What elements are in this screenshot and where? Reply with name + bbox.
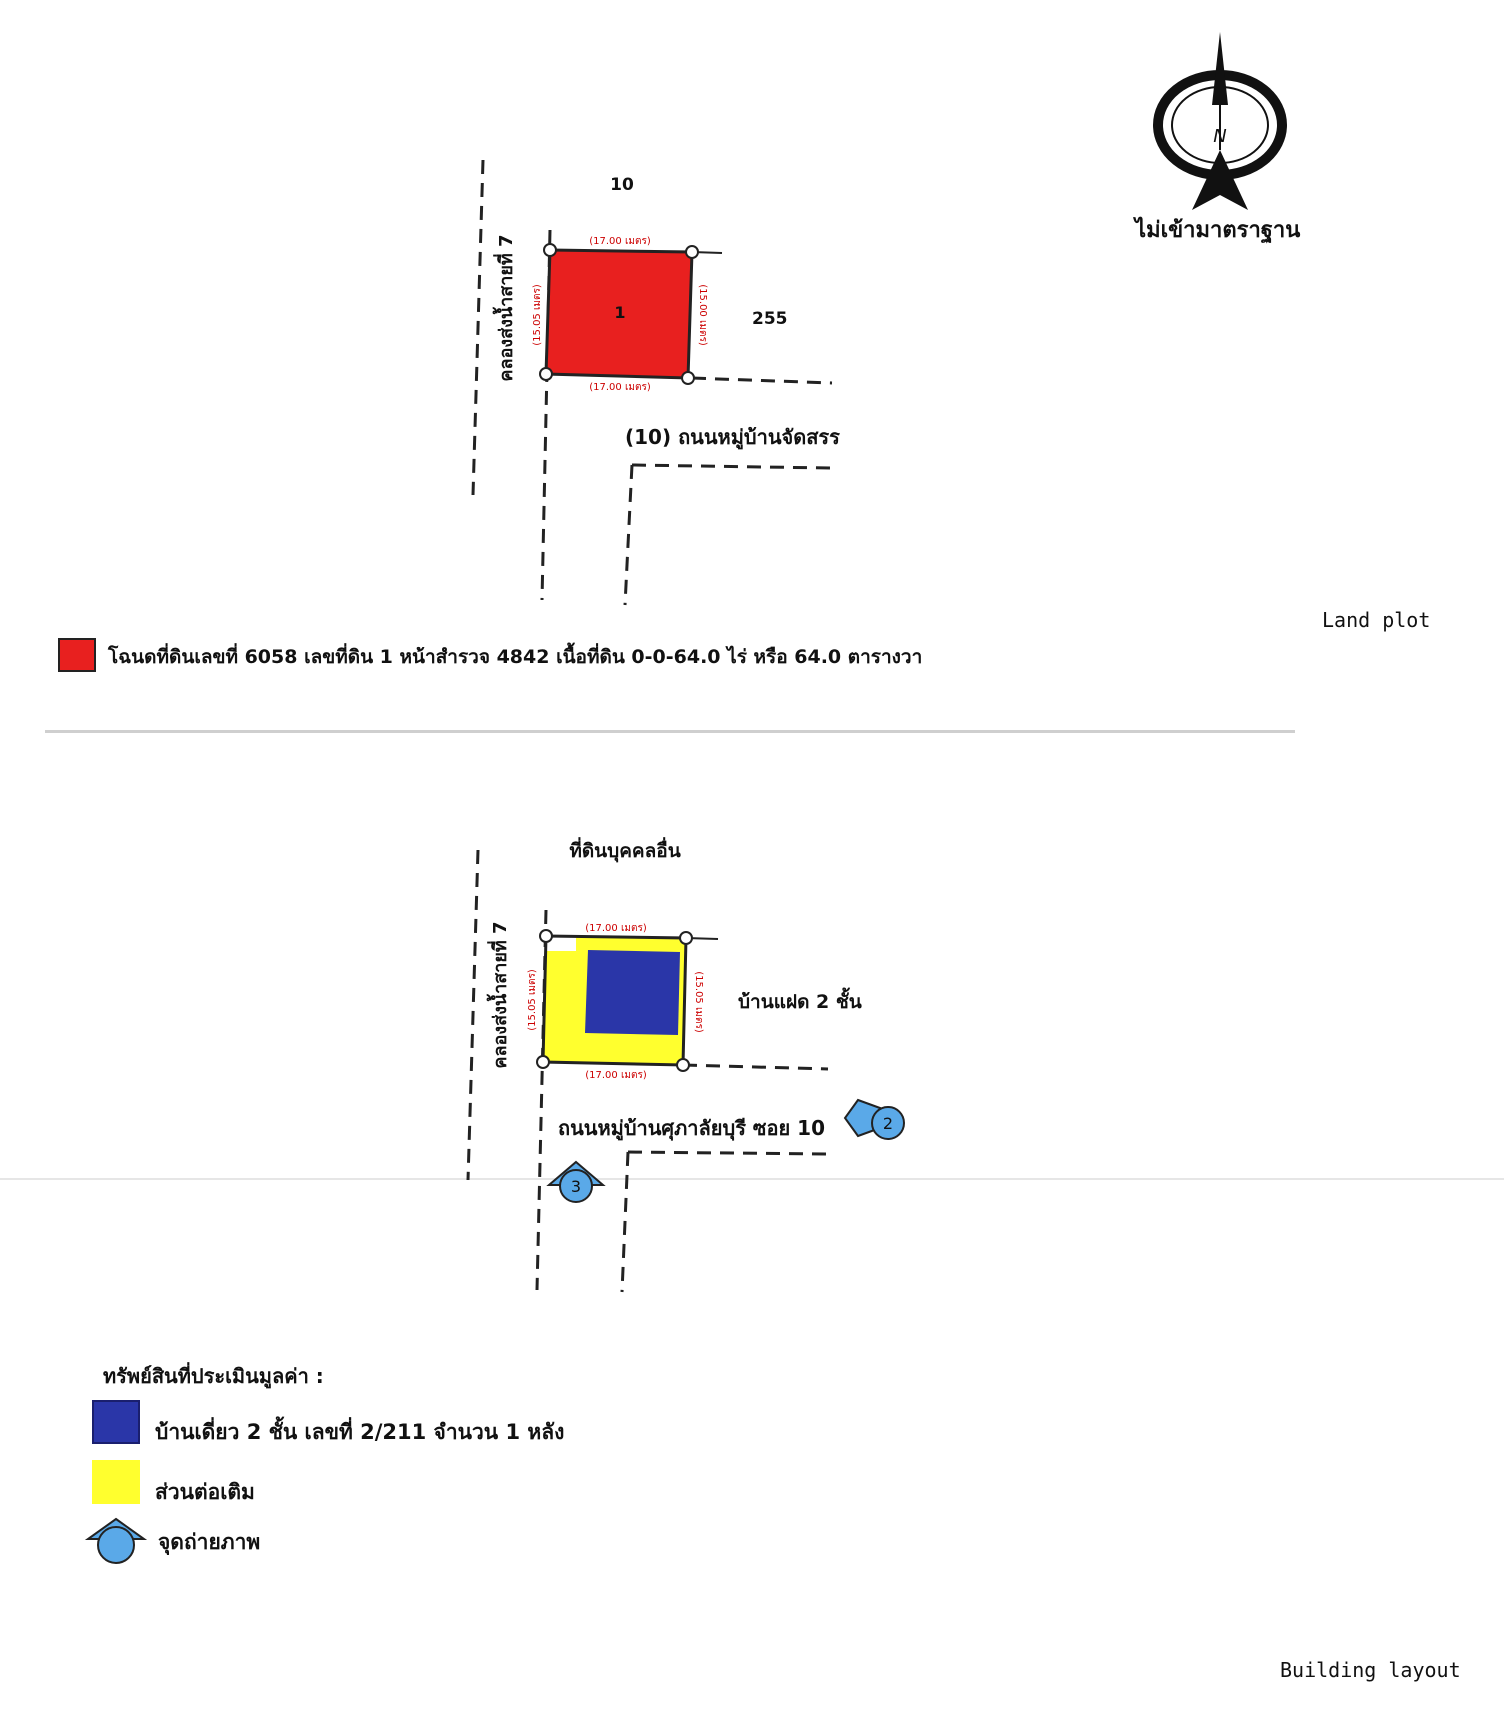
plot-right-neighbor: 255 bbox=[752, 309, 788, 329]
photo-point-3-label: 3 bbox=[570, 1177, 582, 1196]
building-dim-left: (15.05 เมตร) bbox=[527, 969, 538, 1031]
photo-point-icon bbox=[84, 1515, 148, 1567]
plot-canal-label: คลองส่งน้ำสายที่ 7 bbox=[496, 234, 517, 382]
plot-dim-top: (17.00 เมตร) bbox=[589, 236, 651, 247]
building-road-label: ถนนหมู่บ้านศุภาลัยบุรี ซอย 10 bbox=[558, 1116, 826, 1140]
plot-top-neighbor: 10 bbox=[610, 175, 634, 195]
plot-dim-left: (15.05 เมตร) bbox=[532, 284, 543, 346]
land-plot-legend-text: โฉนดที่ดินเลขที่ 6058 เลขที่ดิน 1 หน้าสำรวจ 4842 เนื้อที่ดิน 0-0-64.0 ไร่ หรือ 64.0 ตารางวา bbox=[108, 646, 923, 668]
building-layout-caption: Building layout bbox=[1280, 1658, 1461, 1682]
building-canal-label: คลองส่งน้ำสายที่ 7 bbox=[490, 921, 511, 1069]
photo-point-3-icon bbox=[549, 1162, 603, 1202]
land-plot-swatch bbox=[58, 638, 96, 672]
building-dim-bottom: (17.00 เมตร) bbox=[585, 1070, 647, 1081]
house-swatch bbox=[92, 1400, 140, 1444]
plot-road-label: (10) ถนนหมู่บ้านจัดสรร bbox=[625, 425, 840, 449]
building-dim-right: (15.05 เมตร) bbox=[693, 971, 704, 1033]
extension-swatch bbox=[92, 1460, 140, 1504]
building-layout-map bbox=[0, 780, 1504, 1320]
legend-item-house: บ้านเดี่ยว 2 ชั้น เลขที่ 2/211 จำนวน 1 หลัง bbox=[155, 1420, 565, 1444]
building-dim-top: (17.00 เมตร) bbox=[585, 923, 647, 934]
plot-dim-bottom: (17.00 เมตร) bbox=[589, 382, 651, 393]
plot-number: 1 bbox=[614, 303, 626, 322]
photo-point-2-label: 2 bbox=[882, 1114, 894, 1133]
compass-note: ไม่เข้ามาตราฐาน bbox=[1135, 218, 1301, 243]
legend-item-photo-point: จุดถ่ายภาพ bbox=[158, 1530, 261, 1554]
land-plot-map bbox=[0, 0, 1504, 700]
photo-point-2-icon bbox=[845, 1100, 904, 1139]
legend-item-extension: ส่วนต่อเติม bbox=[155, 1480, 255, 1504]
section-divider bbox=[45, 730, 1295, 733]
building-right-neighbor: บ้านแฝด 2 ชั้น bbox=[738, 991, 862, 1013]
plot-dim-right: (15.00 เมตร) bbox=[697, 284, 708, 346]
house-footprint bbox=[585, 950, 680, 1035]
legend-title: ทรัพย์สินที่ประเมินมูลค่า : bbox=[103, 1364, 324, 1388]
building-top-neighbor: ที่ดินบุคคลอื่น bbox=[569, 840, 681, 862]
compass-letter: N bbox=[1213, 126, 1227, 147]
land-plot-caption: Land plot bbox=[1322, 608, 1431, 632]
